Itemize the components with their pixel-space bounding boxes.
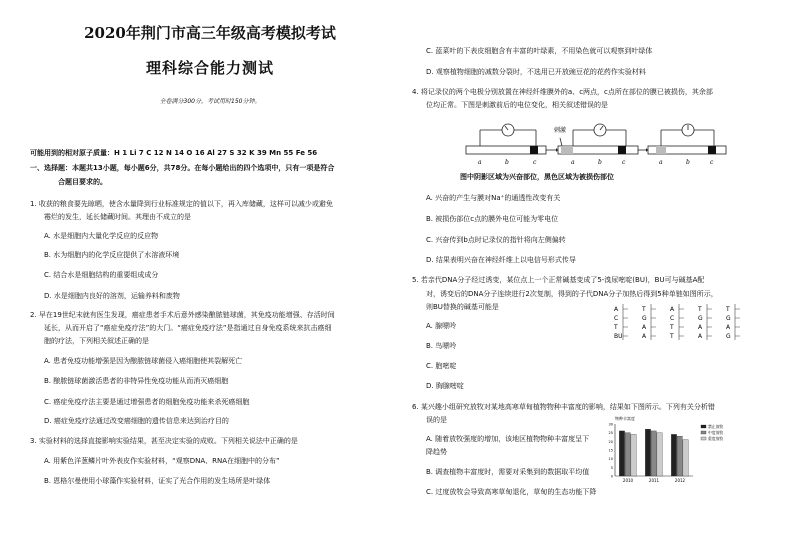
panel-after [638,124,726,154]
base-label: A [614,306,619,313]
label-b: b [598,159,602,166]
y-tick-label: 25 [608,431,613,436]
excited-region [561,146,573,154]
bar [671,434,676,476]
q2-line: 延长，从而开启了“癌症免疫疗法”的大门。“癌症免疫疗法”是指通过自身免疫系统来抗击癌细 [44,324,332,332]
q1-option-c: C. 结合水是细胞结构的重要组成成分 [44,271,159,279]
x-tick-label: 2010 [622,478,634,483]
y-tick-label: 5 [610,465,613,470]
excited-region [656,146,666,154]
exam-note: 全卷满分300分，考试用时150分钟。 [159,98,261,105]
grazing-bar-chart [597,414,747,490]
base-label: T [726,306,730,313]
bar [631,434,636,476]
x-tick-label: 2012 [674,478,686,483]
q6-line: 6. 某兴趣小组研究放牧对某地高寒草甸植物物种丰富度的影响，结果如下图所示。下列有关分析错 [412,403,715,411]
label-b: b [686,159,690,166]
bar [677,436,682,476]
q3-option-b: B. 恩格尔曼使用小球藻作实验材料，证实了光合作用的发生场所是叶绿体 [44,477,271,485]
legend-swatch [701,425,706,428]
q2-option-a: A. 患者免疫功能增强是因为酿脓链球菌侵入癌细胞使其裂解死亡 [44,357,243,365]
exam-subtitle: 理科综合能力测试 [145,59,274,77]
q2-line: 2. 早在19世纪末就有医生发现，癌症患者手术后意外感染酿脓链球菌，其免疫功能增强、存活时间 [30,311,335,319]
bar [619,431,624,476]
q2-line: 胞的疗法，下列相关叙述正确的是 [44,337,149,345]
base-label: A [698,324,703,331]
y-tick-label: 20 [608,439,613,444]
label-b: b [505,159,509,166]
x-tick-label: 2011 [648,478,660,483]
q3-option-a: A. 用紫色洋葱鳞片叶外表皮作实验材料，“观察DNA、RNA在细胞中的分布” [44,457,280,465]
exam-title: 2020年荆门市高三年级高考模拟考试 [84,24,336,42]
damaged-region [618,146,626,154]
label-c: c [533,159,537,166]
q6-option-b: B. 调查植物丰富度时，需要对采集到的数据取平均值 [426,468,590,476]
legend-label: 重度放牧 [708,436,724,441]
base-label: T [614,324,618,331]
q5-line: 5. 若亲代DNA分子经过诱变，某位点上一个正常碱基变成了5-溴尿嘧啶(BU)，BU可与碱基A配 [412,276,705,284]
label-c: c [710,159,714,166]
q1-option-b: B. 水为细胞内的化学反应提供了水溶液环境 [44,251,180,259]
base-label: T [698,306,702,313]
q5-line: 对，诱变后的DNA分子连续进行2次复制，得到的子代DNA分子加热后得到5种单链如图所示， [426,290,718,298]
q6-option-a-cont: 降趋势 [426,448,447,456]
bar [625,433,630,476]
q3-line: 3. 实验材料的选择直接影响实验结果，甚至决定实验的成败。下列相关说法中正确的是 [30,437,298,445]
base-label: A [642,324,647,331]
bar [657,433,662,476]
figure-caption: 图中阴影区域为兴奋部位，黑色区域为被损伤部位 [460,173,614,181]
bar [651,431,656,476]
base-label: C [614,315,619,322]
q2-option-b: B. 酿脓链球菌激活患者的非特异性免疫功能从而消灭癌细胞 [44,377,229,385]
label-a: a [571,159,575,166]
base-label: A [726,324,731,331]
q4-line: 位均正常。下图是刺激前后的电位变化，相关叙述错误的是 [426,101,608,109]
damaged-region [530,146,538,154]
q4-option-c: C. 兴奋传到b点时记录仪的指针将向左侧偏转 [426,236,566,244]
q4-option-a: A. 兴奋的产生与膜对Na⁺的通透性改变有关 [426,194,561,202]
dna-strands-figure [604,302,754,342]
base-label: T [642,306,646,313]
q3-option-c: C. 蓝菜叶的下表皮细胞含有丰富的叶绿素，不用染色就可以观察到叶绿体 [426,47,653,55]
base-label: A [698,333,703,340]
bar [645,429,650,476]
q2-option-c: C. 癌症免疫疗法主要是通过增强患者的细胞免疫功能来杀死癌细胞 [44,398,250,406]
q3-option-d: D. 观察植物细胞的减数分裂时，不选用已开放豌豆花的花药作实验材料 [426,68,646,76]
base-label: G [726,333,731,340]
legend-swatch [701,431,706,434]
base-label: T [670,324,674,331]
damaged-region [708,146,716,154]
stimulus-arrow [560,138,562,146]
q5-option-d: D. 胸腺嘧啶 [426,382,464,390]
q5-option-c: C. 胞嘧啶 [426,362,457,370]
q4-option-b: B. 被损伤部位c点的膜外电位可能为零电位 [426,215,559,223]
y-tick-label: 15 [608,448,613,453]
q4-option-d: D. 结果表明兴奋在神经纤维上以电信号形式传导 [426,256,576,264]
label-a: a [478,159,482,166]
q6-line: 误的是 [426,416,447,424]
legend-swatch [701,437,706,440]
base-label: G [642,315,647,322]
base-label: BU [614,333,623,340]
q5-option-a: A. 腺嘌呤 [426,322,457,330]
base-label: G [726,315,731,322]
y-axis-label: 物种丰富度 [615,416,635,421]
stimulus-label: 刺激 [554,127,567,134]
section-heading-cont: 合题目要求的。 [58,178,107,186]
label-c: c [622,159,626,166]
q6-option-a: A. 随着放牧强度的增加，该地区植物物种丰富度呈下 [426,435,590,443]
y-tick-label: 30 [608,422,613,427]
legend-label: 中度放牧 [708,430,724,435]
q6-option-c: C. 过度放牧会导致高寒草甸退化，草甸的生态功能下降 [426,488,597,496]
section-heading: 一、选择题：本题共13小题，每小题6分，共78分。在每小题给出的四个选项中，只有一项是符合 [30,164,335,172]
legend-label: 禁止放牧 [708,424,724,429]
base-label: C [670,315,675,322]
base-label: G [698,315,703,322]
bar [683,440,688,476]
q1-option-d: D. 水是细胞内良好的溶剂，运输养料和废物 [44,292,180,300]
q1-line: 1. 收获的粮食要先晾晒，使含水量降到行业标准规定的值以下，再入库储藏，这样可以减少或避免 [30,200,333,208]
base-label: A [642,333,647,340]
q1-line: 霉烂的发生，延长储藏时间。其理由不成立的是 [44,213,191,221]
q5-option-b: B. 鸟嘌呤 [426,342,457,350]
q4-line: 4. 将记录仪的两个电极分别放置在神经纤维膜外的a、c两点，c点所在部位的膜已被损伤，其余部 [412,88,713,96]
panel-before-stimulus [466,124,546,154]
label-a: a [659,159,663,166]
q1-option-a: A. 水是细胞内大量化学反应的反应物 [44,232,159,240]
q2-option-d: D. 癌症免疫疗法通过改变癌细胞的遗传信息来达到治疗目的 [44,417,229,425]
y-tick-label: 10 [608,457,613,462]
q5-line: 则BU替换的碱基可能是 [426,303,499,311]
base-label: T [670,333,674,340]
y-tick-label: 0 [610,474,613,479]
atomic-masses: 可能用到的相对原子质量：H 1 Li 7 C 12 N 14 O 16 Al 27 S 32 K 39 Mn 55 Fe 56 [30,149,318,157]
base-label: A [670,306,675,313]
